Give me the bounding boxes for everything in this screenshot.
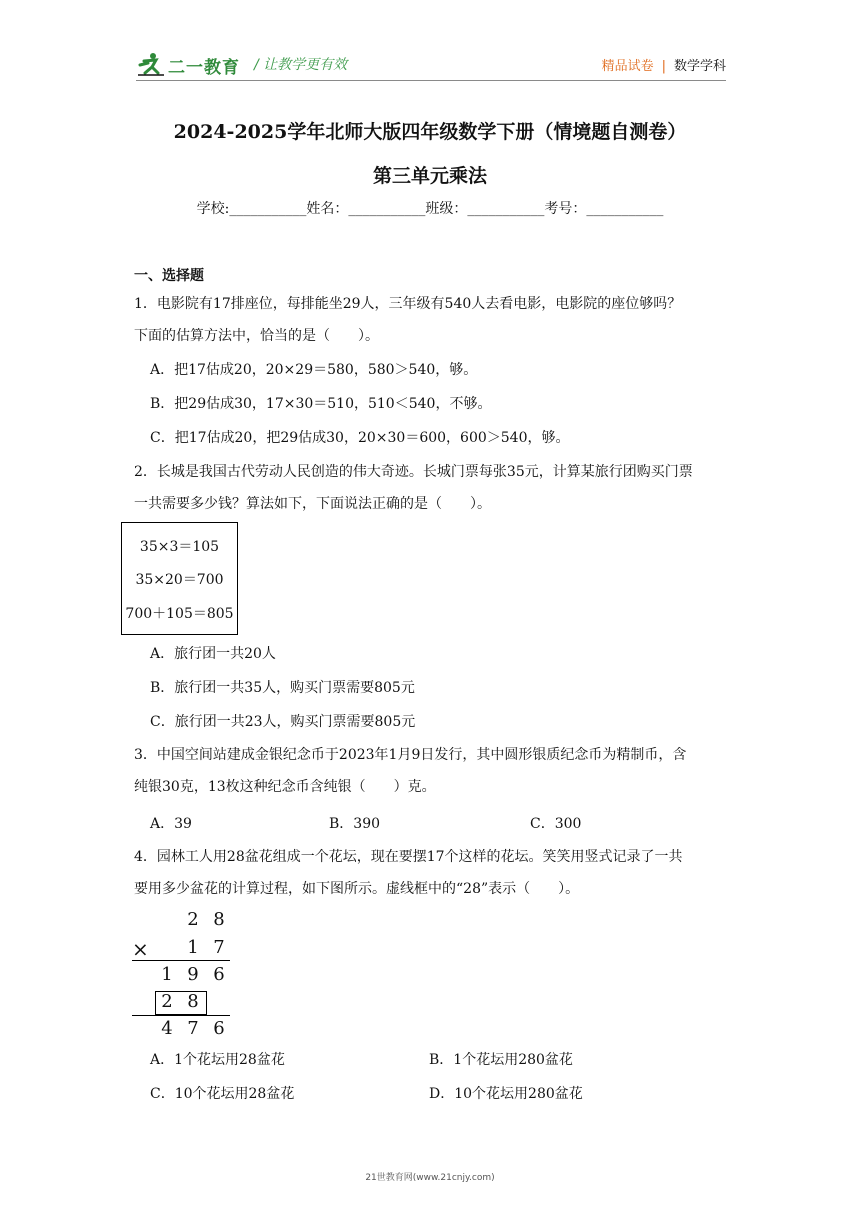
calc-line-2: 35×20＝700 (135, 572, 224, 588)
vm-row2-digit: 7 (213, 937, 225, 958)
vm-row3-digit: 6 (213, 964, 225, 985)
vm-row2-digit: 1 (187, 937, 199, 958)
brand-logo (136, 50, 240, 80)
vm-line-2 (132, 1015, 230, 1016)
question-2-line1: 2．长城是我国古代劳动人民创造的伟大奇迹。长城门票每张35元，计算某旅行团购买门票 (134, 464, 693, 480)
vm-row4-digit: 2 (161, 991, 173, 1012)
question-3-option-a: A．39 (150, 816, 192, 832)
question-3-line2: 纯银30克，13枚这种纪念币含纯银（ ）克。 (134, 779, 436, 795)
question-1-option-b: B．把29估成30，17×30＝510，510＜540，不够。 (150, 396, 492, 412)
vm-row5-digit: 6 (213, 1018, 225, 1039)
calc-line-3: 700＋105＝805 (125, 606, 234, 622)
question-4-option-d: D．10个花坛用280盆花 (429, 1086, 583, 1102)
question-2-option-c: C．旅行团一共23人，购买门票需要805元 (150, 714, 416, 730)
header-right (602, 55, 726, 74)
page-footer: 21世教育网(www.21cnjy.com) (365, 1173, 495, 1183)
vm-row3-digit: 1 (161, 964, 173, 985)
question-1-line1: 1．电影院有17排座位，每排能坐29人，三年级有540人去看电影，电影院的座位够吗？ (134, 296, 682, 312)
question-1-line2: 下面的估算方法中，恰当的是（ ）。 (134, 328, 379, 344)
question-4-option-a: A．1个花坛用28盆花 (150, 1052, 285, 1068)
vm-multiply-sign: × (132, 937, 149, 961)
header-divider (136, 80, 726, 81)
header-separator: | (661, 59, 666, 74)
vm-row1-digit: 2 (187, 909, 199, 930)
question-2-option-b: B．旅行团一共35人，购买门票需要805元 (150, 680, 415, 696)
page-title: 2024-2025学年北师大版四年级数学下册（情境题自测卷） (173, 121, 687, 143)
runner-logo-icon (136, 51, 166, 79)
question-2-line2: 一共需要多少钱？算法如下，下面说法正确的是（ ）。 (134, 496, 491, 512)
question-3-option-c: C．300 (530, 816, 582, 832)
vm-row5-digit: 4 (161, 1018, 173, 1039)
vm-row1-digit: 8 (213, 909, 225, 930)
vm-row4-digit: 8 (187, 991, 199, 1012)
vm-line-1 (132, 960, 230, 961)
question-3-option-b: B．390 (329, 816, 381, 832)
question-4-line1: 4．园林工人用28盆花组成一个花坛，现在要摆17个这样的花坛。笑笑用竖式记录了一共 (134, 849, 683, 865)
vm-row3-digit: 9 (187, 964, 199, 985)
header-label: 精品试卷 (601, 59, 654, 74)
question-3-line1: 3．中国空间站建成金银纪念币于2023年1月9日发行，其中圆形银质纪念币为精制币，含 (134, 747, 687, 763)
vm-row5-digit: 7 (187, 1018, 199, 1039)
page-subtitle: 第三单元乘法 (372, 165, 487, 187)
question-4-option-c: C．10个花坛用28盆花 (150, 1086, 295, 1102)
header-slogan: / 让教学更有效 (254, 57, 348, 73)
logo-text: 二一教育 (168, 57, 240, 78)
vm-highlight-box (155, 991, 207, 1015)
question-1-option-a: A．把17估成20，20×29＝580，580＞540，够。 (150, 362, 478, 378)
student-info-line: 学校:___________姓名：___________班级：___________考号：___________ (196, 201, 664, 217)
question-1-option-c: C．把17估成20，把29估成30，20×30＝600，600＞540，够。 (150, 430, 570, 446)
calc-line-1: 35×3＝105 (139, 539, 220, 555)
header-subject: 数学学科 (673, 59, 726, 74)
section-heading: 一、选择题 (134, 268, 204, 284)
question-4-line2: 要用多少盆花的计算过程，如下图所示。虚线框中的“28”表示（ ）。 (134, 881, 580, 897)
calculation-box (121, 522, 238, 635)
question-4-option-b: B．1个花坛用280盆花 (429, 1052, 573, 1068)
question-2-option-a: A．旅行团一共20人 (150, 646, 276, 662)
